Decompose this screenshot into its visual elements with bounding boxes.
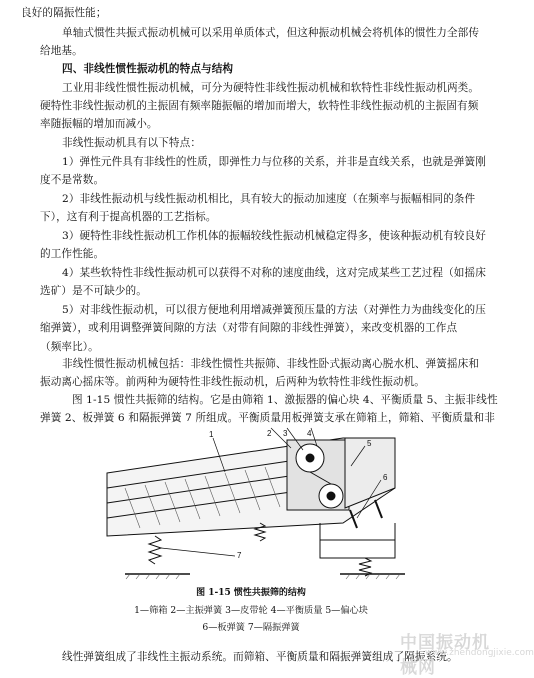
figure-legend: 1—筛箱 2—主振弹簧 3—皮带轮 4—平衡质量 5—偏心块 [134, 605, 368, 616]
text-line: 良好的隔振性能； [21, 7, 107, 19]
text-line: 线性弹簧组成了非线性主振动系统。而筛箱、平衡质量和隔振弹簧组成了隔振系统。 [62, 651, 458, 663]
text-line: 1）弹性元件具有非线性的性质，即弹性力与位移的关系，并非是直线关系，也就是弹簧刚 [62, 156, 486, 168]
text-line: 非线性振动机具有以下特点： [62, 137, 202, 149]
resonance-screen-figure [95, 428, 415, 580]
isolation-spring [149, 536, 161, 564]
text-line: 选矿）是不可缺少的。 [40, 285, 147, 297]
text-line: 硬特性非线性振动机的主振固有频率随振幅的增加而增大，软特性非线性振动机的主振固有频 [40, 100, 479, 112]
watermark-url: www.zhendongjixie.com [425, 648, 534, 658]
text-line: 振动离心摇床等。前两种为硬特性非线性振动机，后两种为软特性非线性振动机。 [40, 376, 425, 388]
figure-label: 6 [383, 473, 388, 482]
text-line: 率随振幅的增加而减小。 [40, 118, 158, 130]
figure-label: 4 [307, 429, 312, 438]
figure-legend: 6—板弹簧 7—隔振弹簧 [202, 622, 300, 633]
leaf-spring [375, 500, 382, 518]
section-heading: 四、非线性惯性振动机的特点与结构 [62, 63, 234, 75]
text-line: 弹簧 2、板弹簧 6 和隔振弹簧 7 所组成。平衡质量用板弹簧支承在筛箱上，筛箱、平衡质量和非 [40, 412, 495, 424]
figure-label: 1 [209, 430, 214, 439]
figure-label: 3 [283, 429, 288, 438]
text-line: 4）某些软特性非线性振动机可以获得不对称的速度曲线，这对完成某些工艺过程（如摇床 [62, 267, 486, 279]
watermark-text: 中国振动机械网 [400, 633, 490, 678]
text-line: 5）对非线性振动机，可以很方便地利用增减弹簧预压量的方法（对弹性力为曲线变化的压 [62, 304, 486, 316]
text-line: 下），这有利于提高机器的工艺指标。 [40, 211, 217, 223]
figure-label: 2 [267, 429, 272, 438]
text-line: 3）硬特性非线性振动机工作机体的振幅较线性振动机械稳定得多，使该种振动机有较良好 [62, 230, 486, 242]
text-line: 图 1-15 惯性共振筛的结构。它是由筛箱 1、激振器的偏心块 4、平衡质量 5、主振非线性 [72, 394, 498, 406]
text-line: 单轴式惯性共振式振动机械可以采用单质体式，但这种振动机械会将机体的惯性力全部传 [62, 27, 480, 39]
text-line: 度不是常数。 [40, 174, 105, 186]
figure-label: 5 [367, 439, 372, 448]
text-line: 2）非线性振动机与线性振动机相比，具有较大的振动加速度（在频率与振幅相同的条件 [62, 193, 476, 205]
text-line: （频率比）。 [40, 341, 99, 353]
text-line: 的工作性能。 [40, 248, 105, 260]
figure-caption: 图 1-15 惯性共振筛的结构 [196, 588, 306, 598]
text-line: 给地基。 [40, 45, 83, 57]
text-line: 非线性惯性振动机械包括：非线性惯性共振筛、非线性卧式振动离心脱水机、弹簧摇床和 [62, 358, 480, 370]
text-line: 工业用非线性惯性振动机械，可分为硬特性非线性振动机械和软特性非线性振动机两类。 [62, 82, 480, 94]
text-line: 缩弹簧），或利用调整弹簧间隙的方法（对带有间隙的非线性弹簧），来改变机器的工作点 [40, 322, 458, 334]
figure-label: 7 [237, 551, 242, 560]
